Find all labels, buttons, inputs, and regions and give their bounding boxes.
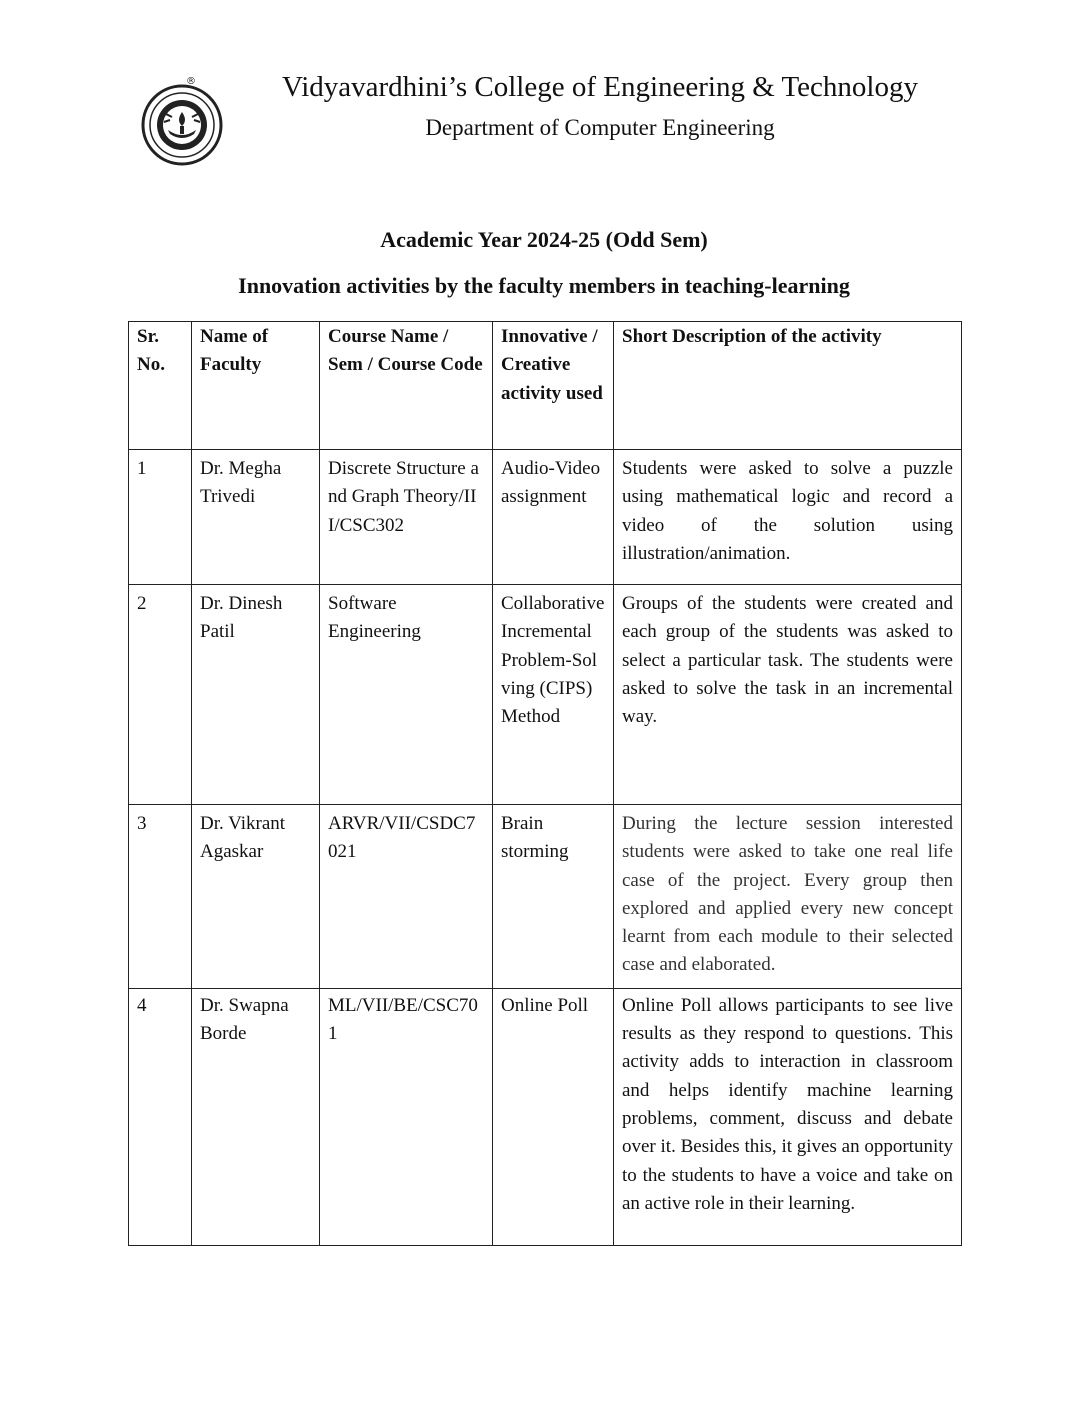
cell-sr-no: 4 [129, 988, 192, 1245]
header-activity: Innovative / Creative activity used [493, 322, 614, 450]
cell-sr-no: 2 [129, 585, 192, 805]
department-name: Department of Computer Engineering [425, 115, 775, 140]
cell-description: Online Poll allows participants to see live results as they respond to questions. This activity adds to interaction in classroom and helps identify machine learning problems, comment, discuss and debate over it. Besides this, it gives an opportunity to the students to have a voice and take on an active role in their learning. [614, 988, 962, 1245]
cell-faculty: Dr. Megha Trivedi [192, 450, 320, 585]
header-faculty: Name of Faculty [192, 322, 320, 450]
cell-description: Groups of the students were created and each group of the students was asked to select a particular task. The students were asked to solve the task in an incremental way. [614, 585, 962, 805]
college-logo [124, 74, 240, 166]
table-header-row [129, 322, 962, 450]
header-description: Short Description of the activity [614, 322, 962, 450]
cell-activity: Collaborative Incremental Problem-Solving (CIPS) Method [493, 585, 614, 805]
cell-description: Students were asked to solve a puzzle using mathematical logic and record a video of the solution using illustration/animation. [614, 450, 962, 585]
cell-faculty: Dr. Vikrant Agaskar [192, 805, 320, 989]
cell-course: Discrete Structure and Graph Theory/III/CSC302 [320, 450, 493, 585]
cell-description: During the lecture session interested students were asked to take one real life case of the project. Every group then explored and applied every new concept learnt from each module to their selected case and elaborated. [614, 805, 962, 989]
cell-activity: Audio-Video assignment [493, 450, 614, 585]
college-name: Vidyavardhini’s College of Engineering & Technology [282, 71, 918, 103]
cell-sr-no: 3 [129, 805, 192, 989]
cell-faculty: Dr. Swapna Borde [192, 988, 320, 1245]
cell-sr-no: 1 [129, 450, 192, 585]
cell-course: ARVR/VII/CSDC7021 [320, 805, 493, 989]
cell-course: Software Engineering [320, 585, 493, 805]
cell-faculty: Dr. Dinesh Patil [192, 585, 320, 805]
cell-activity: Brain storming [493, 805, 614, 989]
cell-course: ML/VII/BE/CSC701 [320, 988, 493, 1245]
cell-activity: Online Poll [493, 988, 614, 1245]
table-row [129, 988, 962, 1245]
activities-table [128, 321, 962, 1246]
header-course: Course Name / Sem / Course Code [320, 322, 493, 450]
document-title: Innovation activities by the faculty members in teaching-learning [238, 273, 850, 298]
table-row [129, 805, 962, 989]
table-row [129, 585, 962, 805]
registered-mark: ® [186, 76, 196, 87]
academic-year-title: Academic Year 2024-25 (Odd Sem) [380, 227, 708, 252]
header-sr-no: Sr. No. [129, 322, 192, 450]
table-row [129, 450, 962, 585]
